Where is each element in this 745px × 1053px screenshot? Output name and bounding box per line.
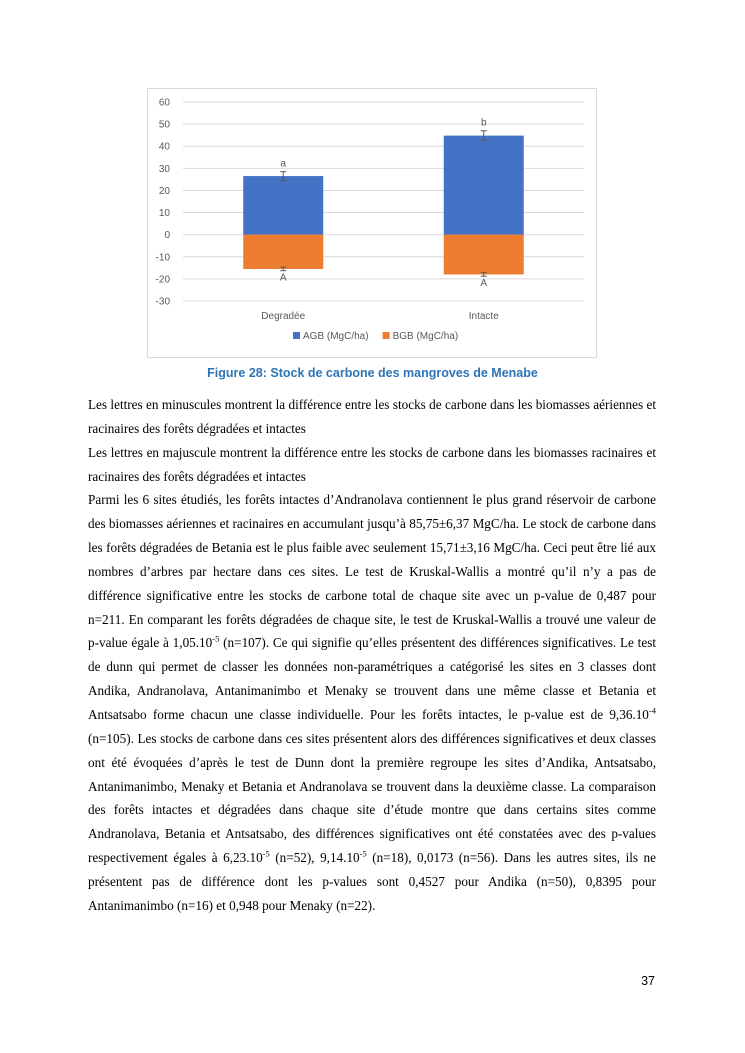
results-text-part: (n=18), 0,0173 (n=56). Dans les autres sites, ils ne présentent pas de différence dont les p-values sont 0,4527 pour Andika (n=50), 0,8395 pour Antanimanimbo (n=16) et 0,948 pour Menaky (n=22). (88, 850, 656, 913)
legend-label: AGB (MgC/ha) (303, 331, 369, 342)
results-text-part: Parmi les 6 sites étudiés, les forêts intactes d’Andranolava contiennent le plus grand réservoir de carbone des biomasses aériennes et racinaires en accumulant jusqu’à 85,75±6,37 MgC/ha. Le stock de carbone dans les forêts dégradées de Betania est le plus faible avec seulement 15,71±3,16 MgC/ha. Ceci peut être lié aux nombres d’arbres par hectare dans ces sites. Le test de Kruskal-Wallis a montré qu’il n’y a pas de différence significative entre les stocks de carbone total de chaque site avec un p-value de 0,487 pour n=211. En comparant les forêts dégradées de chaque site, le test de Kruskal-Wallis a trouvé une valeur de p-value égale à 1,05.10 (88, 492, 656, 651)
legend-swatch (293, 332, 300, 339)
paragraph-lowercase-note: Les lettres en minuscules montrent la différence entre les stocks de carbone dans les biomasses aériennes et racinaires des forêts dégradées et intactes (88, 397, 656, 436)
body-text (88, 393, 656, 918)
y-tick-label: 40 (158, 141, 170, 153)
y-tick-label: 60 (158, 97, 170, 109)
y-tick-label: 50 (158, 119, 170, 131)
results-text-part: (n=105). Les stocks de carbone dans ces sites présentent alors des différences significatives et deux classes ont été évoquées d’après le test de Dunn dont la première regroupe les sites d’Andika, Antsatsabo, Antanimanimbo, Menaky et Betania et Andranolava se trouvent dans la deuxième classe. La comparaison des forêts intactes et dégradées dans chaque site d’étude montre que dans certains sites comme Andranolava, Betania et Antsatsabo, des différences significatives ont été constatées avec des p-values respectivement égales à 6,23.10 (88, 730, 656, 866)
bar-agb (243, 176, 323, 235)
legend-label: BGB (MgC/ha) (392, 331, 459, 342)
results-text-part: (n=52), 9,14.10 (269, 850, 360, 866)
y-tick-label: 30 (158, 163, 170, 175)
exponent: -4 (648, 705, 656, 716)
results-text-part: (n=107). Ce qui signifie qu’elles présentent des différences significatives. Le test de dunn qui permet de classer les données non-paramétriques a catégorisé les sites en 3 classes dont Andika, Andranolava, Antanimanimbo et Menaky se trouvent dans une même classe et Betania et Antsatsabo forme chacun une classe individuelle. Pour les forêts intactes, le p-value est de 9,36.10 (88, 635, 657, 722)
y-tick-label: 0 (164, 230, 170, 242)
significance-letter: a (280, 158, 287, 170)
figure-caption: Figure 28: Stock de carbone des mangroves de Menabe (207, 366, 538, 380)
paragraph-results (88, 488, 656, 917)
page-number: 37 (641, 974, 655, 988)
x-category-label: Intacte (468, 311, 499, 322)
paragraph-uppercase-note: Les lettres en majuscule montrent la différence entre les stocks de carbone dans les biomasses racinaires et racinaires des forêts dégradées et intactes (88, 444, 656, 484)
significance-letter: A (480, 278, 488, 290)
exponent: -5 (212, 634, 220, 645)
significance-letter: A (279, 272, 287, 284)
x-category-label: Degradée (261, 311, 306, 322)
legend-swatch (383, 332, 390, 339)
significance-letter: b (480, 117, 487, 129)
y-tick-label: 20 (158, 185, 170, 197)
chart-svg (148, 89, 598, 359)
y-tick-label: -10 (155, 252, 170, 264)
y-tick-label: 10 (158, 208, 170, 220)
bar-bgb (444, 235, 524, 275)
exponent: -5 (262, 848, 270, 859)
carbon-stock-chart (147, 88, 597, 358)
bar-agb (444, 136, 524, 235)
exponent: -5 (359, 848, 367, 859)
bar-bgb (243, 235, 323, 269)
y-tick-label: -30 (155, 296, 170, 308)
y-tick-label: -20 (155, 274, 170, 286)
